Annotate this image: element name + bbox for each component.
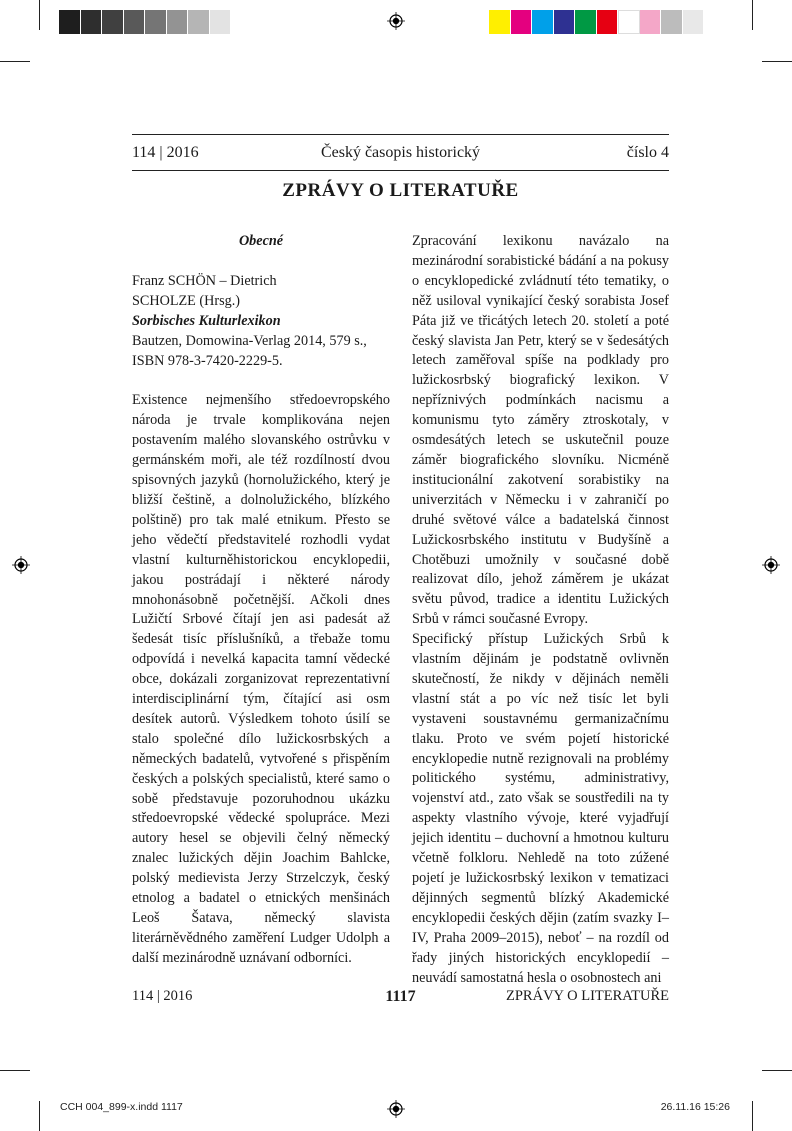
color-swatch [145,10,167,34]
color-swatch [511,10,533,34]
crop-mark [752,0,753,30]
crop-mark [752,1101,753,1131]
slug-file-info: CCH 004_899-x.indd 1117 [60,1101,183,1113]
registration-mark-icon [12,556,30,574]
color-swatch [640,10,662,34]
section-title: ZPRÁVY O LITERATUŘE [282,180,519,201]
review-authors: Franz SCHÖN – Dietrich [132,272,277,289]
slug-date-time: 26.11.16 15:26 [660,1101,730,1113]
registration-mark-icon [387,1100,405,1118]
footer-volume-year: 114 | 2016 [132,988,193,1004]
body-paragraph: Existence nejmenšího středoevropského národa je trvale komplikována nejen postavením malého slovanského ostrůvku v germánském moři, ale též rozdílností dvou spisovných jazyků (hornolužického, který je bližší češtině, a dolnolužického, blízkého polštině) pro tak malé etnikum. Přesto se jeho vědečtí představitelé rozhodli vydat vlastní kulturněhistorickou encyklopedii, jakou postrádají i některé národy mnohonásobně početnější. Ačkoli dnes Lužičtí Srbové čítají jen asi padesát až šedesát tisíc příslušníků, a třebaže tomu odpovídá i nevelká kapacita tamní vědecké obce, dokázali zorganizovat reprezentativní interdisciplinární tým, čítající asi osm desítek autorů. Výsledkem tohoto úsilí se stalo společné dílo lužickosrbských a německých badatelů, vytvořené s přispěním českých a polských specialistů, které samo o sobě představuje pozoruhodnou ukázku středoevropské vědecké spolupráce. Mezi autory hesel se objevili čelný německý znalec lužických dějin Joachim Bahlcke, polský medievista Jerzy Strzelczyk, český etnolog a badatel o etnických menšinách Leoš Šatava, německý slavista literárněvědného zaměření Ludger Udolph a další mezinárodně uznávaní odborníci. [132,392,390,966]
subsection-heading: Obecné [238,233,284,249]
crop-mark [762,1070,792,1071]
review-authors-cont: SCHOLZE (Hrsg.) [132,292,240,309]
header-rule-bottom [132,170,669,171]
registration-mark-icon [762,556,780,574]
body-paragraph: Zpracování lexikonu navázalo na mezinárodní sorabistické bádání a na pokusy o encyklopedické zvládnutí této tematiky, o něž usiloval vynikající český sorabista Josef Páta již ve třicátých letech 20. století a poté český slavista Jan Petr, který se v šedesátých letech zaměřoval spíše na podklady pro lužickosrbský biografický lexikon. V nepříznivých podmínkách nacismu a komunismu tyto záměry ztroskotaly, v osmdesátých letech se uskutečnil pouze záměr biografického slovníku. Nicméně institucionální zakotvení sorabistiky na univerzitách v Německu i v zahraničí po druhé světové válce a badatelská činnost Lužickosrbského institutu v Budyšíně a Chotěbuzi umožnily v současné době realizovat dílo, jehož záměrem je ukázat světu původ, tradice a identitu Lužických Srbů v rámci současné Evropy. [412,233,669,628]
bibliographic-entry [132,272,390,372]
left-column [132,232,390,969]
color-swatch [124,10,146,34]
color-swatch [489,10,511,34]
color-swatch [59,10,81,34]
header-rule-top [132,134,669,135]
reviewed-book-title: Sorbisches Kulturlexikon [132,312,281,329]
color-swatch [102,10,124,34]
color-swatch [597,10,619,34]
color-swatch [618,10,640,34]
body-paragraph: Specifický přístup Lužických Srbů k vlastním dějinám je podstatně ovlivněn skutečností, že nikdy v dějinách neměli vlastní stát a po víc než tisíc let byli vystaveni soustavnému germanizačnímu tlaku. Proto ve svém pojetí historické encyklopedie nutně rezignovali na problémy politického systému, administrativy, vojenství atd., zato však se soustředili na ty aspekty vlastního vývoje, které vyjadřují jejich identitu – duchovní a hmotnou kulturu včetně folkloru. Nehledě na toto zúžené pojetí je lužickosrbský lexikon v tematizaci dějinných segmentů blízký Akademické encyklopedii českých dějin (zatím svazky I–IV, Praha 2009–2015), neboť – na rozdíl od řady jiných historických encyklopedií – neuvádí samostatná hesla o osobnostech ani [412,631,669,986]
color-swatch [532,10,554,34]
color-swatch [554,10,576,34]
issue-number: číslo 4 [626,144,669,161]
process-color-bar [489,10,704,34]
color-swatch [188,10,210,34]
page-number: 1117 [385,988,416,1005]
color-swatch [167,10,189,34]
isbn: ISBN 978-3-7420-2229-5. [132,352,283,369]
running-header [132,144,669,166]
crop-mark [39,1101,40,1131]
registration-mark-icon [387,12,405,30]
crop-mark [762,61,792,62]
color-swatch [661,10,683,34]
crop-mark [39,0,40,30]
journal-title: Český časopis historický [320,144,481,161]
crop-mark [0,61,30,62]
grayscale-color-bar [59,10,231,34]
color-swatch [683,10,705,34]
color-swatch [81,10,103,34]
color-swatch [210,10,232,34]
running-footer [132,988,669,1010]
header-volume-year: 114 | 2016 [132,144,199,161]
color-swatch [575,10,597,34]
publication-details: Bautzen, Domowina-Verlag 2014, 579 s., [132,332,367,349]
right-column [412,232,669,988]
footer-section-title: ZPRÁVY O LITERATUŘE [506,988,669,1004]
crop-mark [0,1070,30,1071]
